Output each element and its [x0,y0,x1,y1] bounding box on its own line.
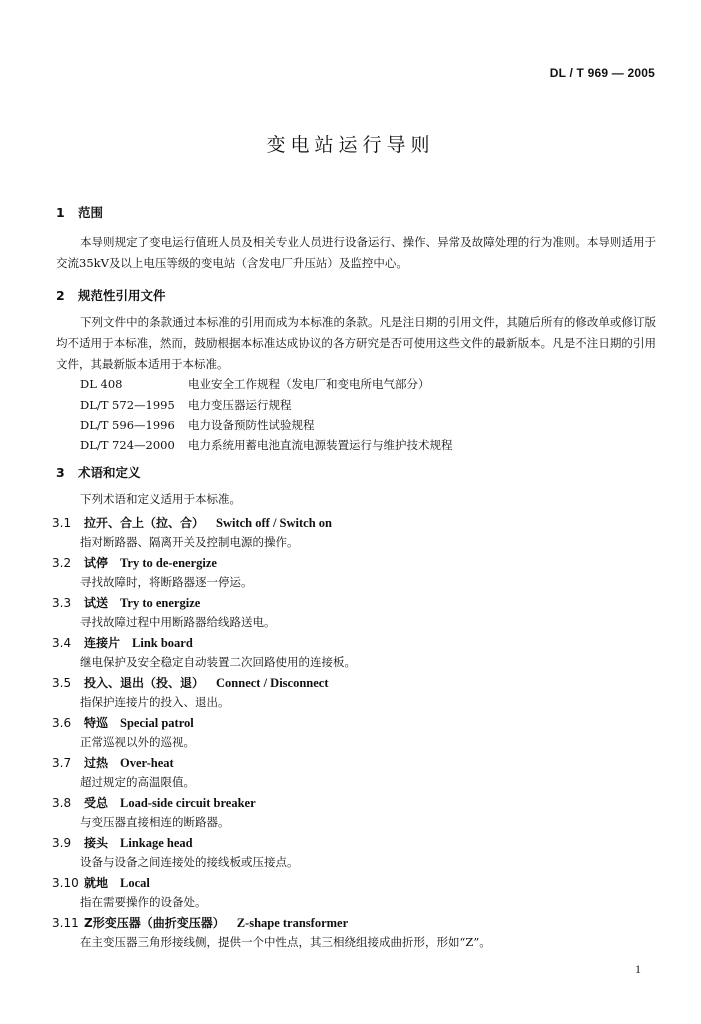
term-zh: 特巡 [84,716,109,730]
term-zh: 过热 [84,756,109,770]
term-definition: 与变压器直接相连的断路器。 [80,815,230,829]
term-heading [52,714,194,731]
term-heading [52,594,200,611]
term-zh: 试送 [84,596,109,610]
scope-text: 本导则规定了变电运行值班人员及相关专业人员进行设备运行、操作、异常及故障处理的行为准则。本导则适用于交流35kV及以上电压等级的变电站（含发电厂升压站）及监控中心。 [56,235,656,270]
term-heading [52,914,348,931]
term-heading [52,874,150,891]
term-en: Try to de-energize [120,556,217,570]
term-number: 3.11 [52,916,79,930]
term-heading [52,794,256,811]
reference-item [80,417,315,433]
term-en: Switch off / Switch on [216,516,332,530]
reference-code: DL/T 596—1996 [80,418,175,432]
term-definition: 指在需要操作的设备处。 [80,895,207,909]
standard-code: DL / T 969 — 2005 [549,66,655,80]
reference-item [80,376,430,392]
section-1-heading [56,203,103,221]
page-number: 1 [635,962,641,976]
term-heading [52,834,193,851]
term-en: Special patrol [120,716,194,730]
reference-title: 电力系统用蓄电池直流电源装置运行与维护技术规程 [188,438,453,452]
section-title: 规范性引用文件 [78,288,166,303]
term-number: 3.1 [52,516,72,530]
reference-title: 电力变压器运行规程 [188,398,292,412]
section-number: 1 [56,205,65,220]
references-intro [56,312,656,375]
section-title: 范围 [78,205,104,220]
term-en: Over-heat [120,756,174,770]
reference-item [80,397,292,413]
term-definition: 设备与设备之间连接处的接线板或压接点。 [80,855,299,869]
document-title: 变电站运行导则 [266,134,435,156]
term-en: Local [120,876,150,890]
term-number: 3.8 [52,796,72,810]
term-number: 3.9 [52,836,72,850]
term-number: 3.7 [52,756,72,770]
term-heading [52,674,329,691]
reference-code: DL/T 572—1995 [80,398,175,412]
term-number: 3.10 [52,876,79,890]
section-3-heading [56,463,141,481]
term-number: 3.3 [52,596,72,610]
term-zh: 试停 [84,556,109,570]
term-number: 3.5 [52,676,72,690]
term-zh: 投入、退出（投、退） [84,676,205,690]
term-number: 3.4 [52,636,72,650]
term-heading [52,554,217,571]
term-en: Linkage head [120,836,193,850]
term-en: Z-shape transformer [236,916,349,930]
terms-intro: 下列术语和定义适用于本标准。 [80,492,241,506]
scope-paragraph [56,232,656,274]
term-definition: 寻找故障时，将断路器逐一停运。 [80,575,253,589]
reference-title: 电业安全工作规程（发电厂和变电所电气部分） [188,377,430,391]
term-zh: 接头 [84,836,109,850]
term-zh: 连接片 [84,636,121,650]
reference-title: 电力设备预防性试验规程 [188,418,315,432]
references-intro-text: 下列文件中的条款通过本标准的引用而成为本标准的条款。凡是注日期的引用文件，其随后所有的修改单或修订版均不适用于本标准，然而，鼓励根据本标准达成协议的各方研究是否可使用这些文件的最新版本。凡是不注日期的引用文件，其最新版本适用于本标准。 [56,315,656,371]
section-title: 术语和定义 [78,465,141,480]
term-number: 3.2 [52,556,72,570]
term-number: 3.6 [52,716,72,730]
reference-item [80,437,453,453]
reference-code: DL 408 [80,377,123,391]
term-heading [52,514,332,531]
term-heading [52,634,193,651]
term-zh: 拉开、合上（拉、合） [84,516,205,530]
reference-code: DL/T 724—2000 [80,438,175,452]
term-definition: 超过规定的高温限值。 [80,775,195,789]
term-definition: 指对断路器、隔离开关及控制电源的操作。 [80,535,299,549]
term-definition: 在主变压器三角形接线侧，提供一个中性点，其三相绕组接成曲折形，形如“Z”。 [80,935,491,949]
term-en: Try to energize [120,596,201,610]
term-en: Load-side circuit breaker [120,796,256,810]
term-en: Connect / Disconnect [216,676,329,690]
term-heading [52,754,174,771]
term-zh: 受总 [84,796,109,810]
term-en: Link board [132,636,193,650]
term-definition: 寻找故障过程中用断路器给线路送电。 [80,615,276,629]
section-number: 2 [56,288,65,303]
term-zh: 就地 [84,876,109,890]
term-definition: 继电保护及安全稳定自动装置二次回路使用的连接板。 [80,655,356,669]
term-zh: Z形变压器（曲折变压器） [84,916,225,930]
section-2-heading [56,286,166,304]
term-definition: 正常巡视以外的巡视。 [80,735,195,749]
term-definition: 指保护连接片的投入、退出。 [80,695,230,709]
section-number: 3 [56,465,65,480]
